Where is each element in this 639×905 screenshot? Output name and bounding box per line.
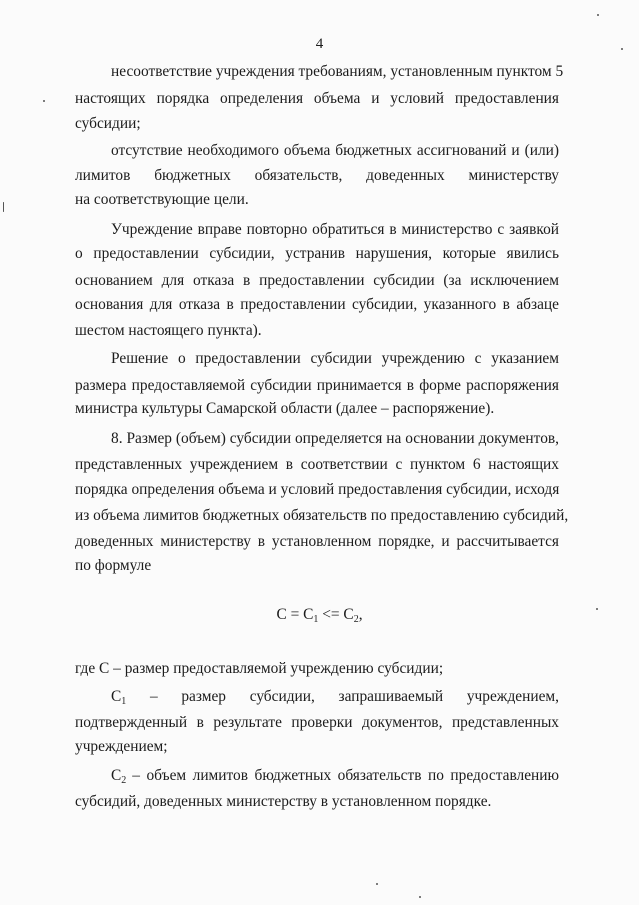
scan-speck (376, 883, 378, 885)
text-line: отсутствие необходимого объема бюджетных ассигнований и (или) (111, 142, 559, 159)
text-line: где С – размер предоставляемой учреждению субсидии; (75, 660, 444, 677)
text-line: размера предоставляемой субсидии принимается в форме распоряжения (75, 377, 559, 394)
text-line: Учреждение вправе повторно обратиться в министерство с заявкой (111, 221, 559, 238)
text-line: – объем лимитов бюджетных обязательств по предоставлению (132, 767, 559, 784)
text-line: подтвержденный в результате проверки документов, представленных (75, 714, 559, 731)
text-line: 8. Размер (объем) субсидии определяется на основании документов, (111, 430, 559, 447)
formula-sub-1: 1 (313, 614, 319, 625)
text-line: шестом настоящего пункта). (75, 322, 262, 339)
text-line: на соответствующие цели. (75, 191, 249, 208)
c1-word: учреждением, (466, 688, 559, 705)
text-line: о предоставлении субсидии, устранив нарушения, которые явились (75, 245, 559, 262)
formula-left: С = С (276, 606, 314, 623)
c2-definition-line (111, 767, 559, 790)
scan-speck (597, 14, 599, 16)
formula (0, 606, 639, 625)
c1-word: размер (181, 688, 226, 705)
scan-speck (621, 48, 623, 50)
text-line: из объема лимитов бюджетных обязательств по предоставлению субсидий, (75, 507, 569, 524)
text-line: основанием для отказа в предоставлении субсидии (за исключением (75, 272, 559, 289)
c2-symbol: $С_2$ (111, 767, 127, 786)
scan-speck (419, 896, 421, 898)
text-line: доведенных министерству в установленном порядке, и рассчитывается (75, 533, 559, 550)
page-number: 4 (315, 36, 324, 52)
text-line: порядка определения объема и условий предоставления субсидии, исходя (75, 481, 560, 498)
text-line: настоящих порядка определения объема и условий предоставления (75, 90, 559, 107)
c1-word: – (149, 688, 158, 705)
c1-word: запрашиваемый (338, 688, 444, 705)
text-line: учреждением; (75, 738, 168, 755)
text-line: Решение о предоставлении субсидии учреждению с указанием (111, 350, 559, 367)
text-line: министра культуры Самарской области (далее – распоряжение). (75, 400, 495, 417)
c1-symbol: $С_1$ (111, 688, 127, 707)
formula-sub-2: 2 (353, 614, 359, 625)
text-line: субсидии; (75, 115, 141, 132)
formula-middle: <= С (318, 606, 354, 623)
text-line: несоответствие учреждения требованиям, установленным пунктом 5 (111, 63, 564, 80)
text-line: основания для отказа в предоставлении субсидии, указанного в абзаце (75, 296, 559, 313)
scan-speck (43, 100, 45, 102)
c1-word: субсидии, (249, 688, 315, 705)
formula-tail: , (358, 606, 363, 623)
c1-definition-line (111, 688, 559, 711)
text-line: лимитов бюджетных обязательств, доведенных министерству (75, 167, 559, 184)
text-line: по формуле (75, 557, 152, 574)
text-line: представленных учреждением в соответствии с пунктом 6 настоящих (75, 456, 559, 473)
scan-speck (596, 608, 598, 610)
scan-speck (3, 202, 4, 212)
text-line: субсидий, доведенных министерству в установленном порядке. (75, 793, 492, 810)
